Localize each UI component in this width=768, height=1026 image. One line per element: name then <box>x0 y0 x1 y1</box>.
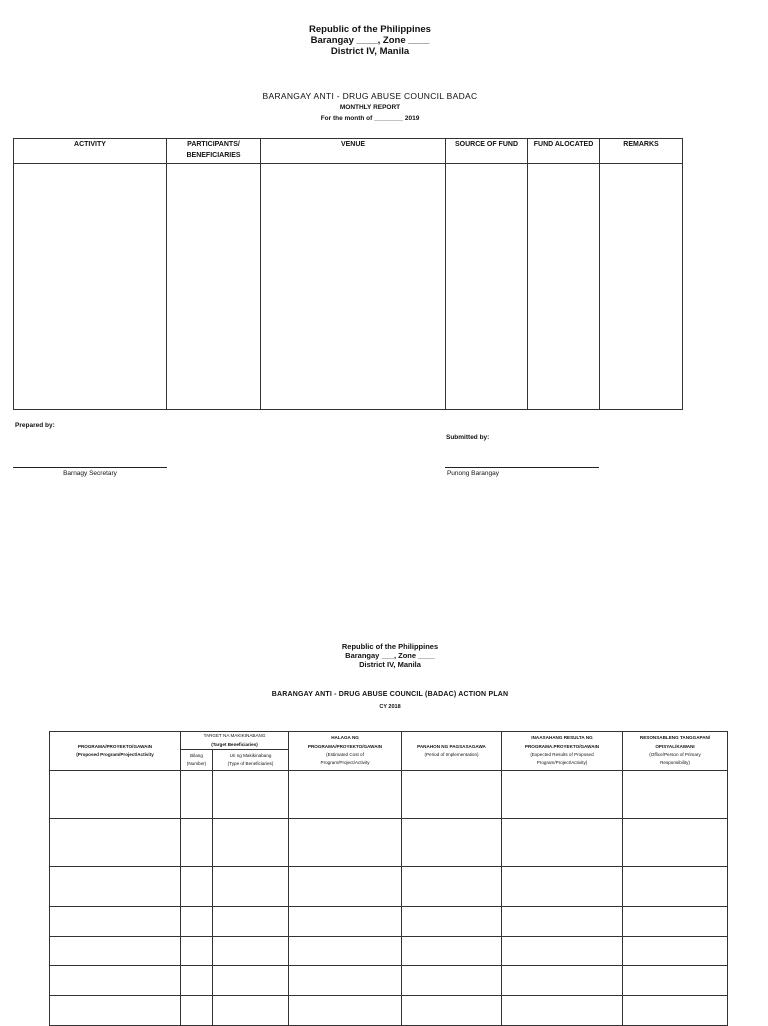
table-row <box>50 771 728 819</box>
table-cell[interactable] <box>623 996 728 1026</box>
table-cell[interactable] <box>50 937 181 966</box>
plan-header-row <box>50 732 728 750</box>
header-text: RESONSABLENG TANGGAPAN/ <box>639 735 711 741</box>
submitted-signature-line[interactable] <box>445 467 599 468</box>
table-cell[interactable] <box>289 907 402 937</box>
table-row <box>50 966 728 996</box>
target-beneficiaries-header <box>181 732 289 750</box>
header-text: (Estimated Cost of <box>326 752 364 757</box>
table-cell[interactable] <box>261 164 446 410</box>
table-cell[interactable] <box>402 907 502 937</box>
monthly-report-table <box>13 138 683 410</box>
column-header: SOURCE OF FUND <box>446 139 528 164</box>
table-cell[interactable] <box>623 771 728 819</box>
report-period: For the month of ________ 2019 <box>320 115 420 122</box>
header-text: (Expected Results of Proposed <box>530 752 594 757</box>
table-cell[interactable] <box>528 164 600 410</box>
program-column-header <box>50 732 181 771</box>
header-text: (Type of Beneficiaries) <box>227 761 274 766</box>
table-cell[interactable] <box>402 771 502 819</box>
margin-mark <box>13 256 14 312</box>
table-cell[interactable] <box>502 996 623 1026</box>
table-cell[interactable] <box>181 771 213 819</box>
barangay-zone-line: Barangay ____, Zone ____ <box>310 35 430 46</box>
district-line: District IV, Manila <box>330 46 410 57</box>
number-column-header <box>181 750 213 771</box>
plan-district-line: District IV, Manila <box>359 660 421 669</box>
expected-results-column-header <box>502 732 623 771</box>
table-cell[interactable] <box>213 907 289 937</box>
header-text: INAASAHANG RESULTA NG <box>531 735 593 741</box>
table-row <box>50 996 728 1026</box>
header-text: PANAHON NG PAGSASAGAWA <box>417 743 486 749</box>
table-cell[interactable] <box>402 966 502 996</box>
table-cell[interactable] <box>623 966 728 996</box>
header-text: Uri ng Makikinabang <box>229 752 272 758</box>
table-cell[interactable] <box>50 819 181 867</box>
table-row <box>50 937 728 966</box>
table-cell[interactable] <box>50 996 181 1026</box>
header-text: Program/Project/Activity <box>320 760 370 766</box>
table-cell[interactable] <box>213 966 289 996</box>
table-cell[interactable] <box>181 937 213 966</box>
table-row <box>50 907 728 937</box>
table-header-row <box>14 139 683 164</box>
header-text: (Target Beneficiaries) <box>211 741 258 747</box>
period-column-header <box>402 732 502 771</box>
table-cell[interactable] <box>50 966 181 996</box>
table-row <box>50 819 728 867</box>
table-cell[interactable] <box>181 867 213 907</box>
table-cell[interactable] <box>181 996 213 1026</box>
beneficiary-type-column-header <box>213 750 289 771</box>
prepared-signature-line[interactable] <box>13 467 167 468</box>
column-header: PARTICIPANTS/ BENEFICIARIES <box>167 139 261 164</box>
table-cell[interactable] <box>181 819 213 867</box>
table-cell[interactable] <box>213 996 289 1026</box>
table-cell[interactable] <box>502 819 623 867</box>
table-cell[interactable] <box>50 867 181 907</box>
table-cell[interactable] <box>600 164 683 410</box>
header-text: PROGRAMA/PROYEKTO/GAWAIN <box>307 743 383 749</box>
header-text: (Number) <box>186 761 207 766</box>
table-row <box>14 164 683 410</box>
table-cell[interactable] <box>502 867 623 907</box>
header-text: HALAGA NG <box>331 735 359 741</box>
table-cell[interactable] <box>14 164 167 410</box>
table-cell[interactable] <box>213 771 289 819</box>
cost-column-header <box>289 732 402 771</box>
report-title: BARANGAY ANTI - DRUG ABUSE COUNCIL BADAC <box>262 91 478 101</box>
table-cell[interactable] <box>50 907 181 937</box>
plan-title: BARANGAY ANTI - DRUG ABUSE COUNCIL (BADAC) ACTION PLAN <box>271 691 509 698</box>
table-cell[interactable] <box>289 996 402 1026</box>
table-cell[interactable] <box>502 907 623 937</box>
column-header: VENUE <box>261 139 446 164</box>
table-cell[interactable] <box>402 819 502 867</box>
republic-line: Republic of the Philippines <box>309 24 431 35</box>
table-cell[interactable] <box>289 966 402 996</box>
table-cell[interactable] <box>289 937 402 966</box>
table-cell[interactable] <box>446 164 528 410</box>
header-text: PROGRAMA/PROYEKTO/GAWAIN <box>77 743 153 749</box>
plan-barangay-zone-line: Barangay ___, Zone ____ <box>345 651 435 660</box>
header-text: PROGRAMA.PROYEKTO/GAWAIN <box>524 743 600 749</box>
table-cell[interactable] <box>213 867 289 907</box>
table-cell[interactable] <box>402 867 502 907</box>
table-cell[interactable] <box>213 819 289 867</box>
action-plan-table <box>49 731 728 1026</box>
header-text: OPISYAL/KAWANI <box>655 743 695 749</box>
column-header: FUND ALOCATED <box>528 139 600 164</box>
table-cell[interactable] <box>623 937 728 966</box>
table-cell[interactable] <box>623 819 728 867</box>
header-text: TARGET NA MAKIKINABANG <box>203 733 266 739</box>
plan-republic-line: Republic of the Philippines <box>341 642 439 651</box>
table-cell[interactable] <box>289 867 402 907</box>
margin-mark <box>13 163 14 208</box>
header-text: (Period of Implementation) <box>424 752 479 757</box>
responsible-office-column-header <box>623 732 728 771</box>
table-cell[interactable] <box>181 907 213 937</box>
column-header: ACTIVITY <box>14 139 167 164</box>
table-cell[interactable] <box>213 937 289 966</box>
table-cell[interactable] <box>50 771 181 819</box>
plan-table-body <box>50 771 728 1026</box>
table-cell[interactable] <box>289 819 402 867</box>
header-text: Program/Project/Activity) <box>536 760 588 766</box>
table-row <box>50 867 728 907</box>
table-cell[interactable] <box>402 996 502 1026</box>
header-text: Bilang <box>190 752 203 758</box>
table-cell[interactable] <box>181 966 213 996</box>
plan-year: CY 2018 <box>379 704 401 710</box>
header-text: (Proposed Program/Project/Activity <box>76 752 154 757</box>
prepared-by-label: Prepared by: <box>15 422 55 429</box>
table-cell[interactable] <box>502 937 623 966</box>
table-cell[interactable] <box>623 867 728 907</box>
header-text: Responsibility) <box>660 760 690 766</box>
table-cell[interactable] <box>167 164 261 410</box>
table-cell[interactable] <box>502 771 623 819</box>
prepared-role: Barnagy Secretary <box>63 470 117 477</box>
table-cell[interactable] <box>623 907 728 937</box>
table-cell[interactable] <box>402 937 502 966</box>
report-subtitle: MONTHLY REPORT <box>339 104 401 111</box>
submitted-role: Punong Barangay <box>446 470 500 477</box>
header-text: (Office/Person of Primary <box>649 752 701 757</box>
column-header: REMARKS <box>600 139 683 164</box>
table-cell[interactable] <box>502 966 623 996</box>
submitted-by-label: Submitted by: <box>446 434 490 441</box>
table-cell[interactable] <box>289 771 402 819</box>
